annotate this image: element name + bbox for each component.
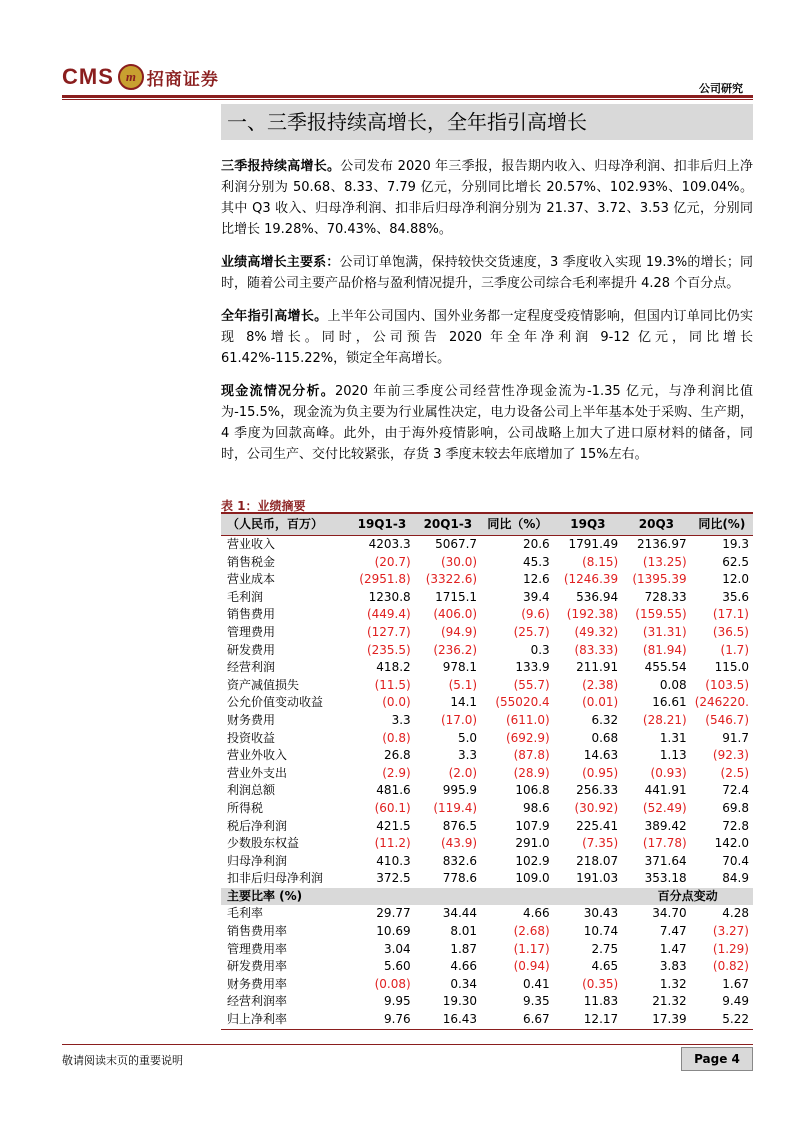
table-cell: (3322.6) [425,572,478,587]
table-row [221,659,753,677]
table-cell: 12.6 [522,572,550,587]
table-header-cell: （人民币，百万） [221,513,349,536]
table-row [221,624,753,642]
table-cell: 1.13 [659,748,687,763]
table-cell: 2.75 [591,941,619,956]
table-cell: 1.32 [659,976,687,991]
table-cell: (2.5) [720,765,749,780]
table-cell: (0.0) [382,695,411,710]
table-row [221,782,753,800]
table-row [221,905,753,923]
row-label: 销售费用率 [227,924,288,939]
table-cell: 19.3 [722,537,749,551]
table-cell: 256.33 [576,783,619,798]
table-cell: 10.74 [583,924,619,939]
table-cell: 1.47 [659,941,687,956]
table-row [221,993,753,1011]
table-cell: (60.1) [374,800,411,815]
table-cell: 106.8 [515,783,550,798]
table-row [221,677,753,695]
report-category: 公司研究 [699,82,743,95]
table-cell: (36.5) [712,624,749,639]
row-label: 投资收益 [227,730,276,745]
table-cell: 34.70 [652,906,687,921]
table-cell: (1.29) [712,941,749,956]
row-label: 归母净利润 [227,853,288,868]
table-header-row [221,513,753,536]
row-label: 利润总额 [227,783,276,798]
table-cell: (192.38) [566,607,619,622]
table-cell: 5.60 [383,959,411,974]
row-label: 经营利润 [227,660,276,675]
table-header-cell: 同比（%） [481,513,554,536]
table-cell: (2.9) [382,765,411,780]
table-cell: 133.9 [515,660,550,675]
table-cell: 1715.1 [435,589,478,604]
table-cell: 72.4 [722,783,749,798]
table-cell: (2.68) [513,924,550,939]
table-cell: (11.2) [374,836,411,851]
table-cell: 5067.7 [435,537,478,551]
table-cell: 5.0 [457,730,478,745]
table-row [221,976,753,994]
table-cell: (8.15) [582,554,619,569]
table-cell: (49.32) [574,624,619,639]
table-cell: (28.9) [513,765,550,780]
table-cell: 455.54 [644,660,687,675]
table-title: 表 1：业绩摘要 [221,499,306,513]
row-label: 财务费用率 [227,976,288,991]
logo-cms-text: CMS [62,64,114,89]
paragraph-lead: 现金流情况分析。 [221,384,335,399]
table-row [221,747,753,765]
paragraph-guidance [221,306,753,369]
ratio-header-blank [481,888,554,906]
table-cell: 29.77 [376,906,411,921]
table-cell: 728.33 [644,589,687,604]
table-cell: 69.8 [722,800,749,815]
table-cell: 11.83 [583,994,619,1009]
table-cell: (611.0) [505,712,550,727]
row-label: 销售税金 [227,554,276,569]
table-cell: 35.6 [722,589,749,604]
table-cell: 0.3 [530,642,550,657]
row-label: 管理费用 [227,624,276,639]
table-cell: (0.8) [382,730,411,745]
table-cell: 9.95 [383,994,411,1009]
table-cell: 34.44 [442,906,478,921]
table-cell: (3.27) [712,924,749,939]
table-cell: (2951.8) [359,572,411,587]
table-cell: 3.04 [383,941,411,956]
table-cell: 1230.8 [368,589,411,604]
ratio-header-row [221,888,753,906]
table-cell: 26.8 [383,748,411,763]
table-row [221,800,753,818]
row-label: 扣非后归母净利润 [227,871,324,886]
table-cell: (449.4) [366,607,411,622]
table-cell: (2.38) [582,677,619,692]
table-cell: 84.9 [722,871,749,886]
table-cell: (5.1) [448,677,478,692]
table-cell: (25.7) [513,624,550,639]
table-cell: 9.35 [522,994,550,1009]
section-title-bar [221,104,753,140]
table-cell: 1.67 [722,976,749,991]
table-cell: (235.5) [366,642,411,657]
table-row [221,730,753,748]
table-cell: 371.64 [644,853,687,868]
ratio-header-blank [349,888,414,906]
row-label: 公允价值变动收益 [227,695,324,710]
table-cell: 978.1 [442,660,478,675]
table-cell: (94.9) [440,624,478,639]
table-cell: (92.3) [712,748,749,763]
table-cell: 389.42 [644,818,687,833]
row-label: 营业外支出 [227,765,288,780]
table-cell: 4203.3 [368,537,411,551]
paragraph-lead: 业绩高增长主要系： [221,255,340,270]
row-label: 所得税 [227,800,264,815]
table-cell: 3.83 [659,959,687,974]
table-row [221,694,753,712]
table-cell: (103.5) [705,677,749,692]
paragraph-q3-growth [221,156,753,240]
table-cell: 9.49 [722,994,749,1009]
table-cell: (9.6) [521,607,550,622]
table-cell: 8.01 [450,924,478,939]
table-cell: 418.2 [376,660,411,675]
table-cell: 0.41 [522,976,550,991]
table-cell: 14.1 [450,695,478,710]
table-cell: (17.78) [642,836,687,851]
row-label: 销售费用 [227,607,276,622]
row-label: 营业成本 [227,572,276,587]
row-label: 毛利率 [227,906,264,921]
table-cell: 4.28 [722,906,749,921]
paragraph-text: 公司发布 2020 年三季报，报告期内收入、归母净利润、扣非后归上净利润分别为 50.68、8.33、7.79 亿元，分别同比增长 20.57%、102.93%、109.04%。其中 Q3 收入、归母净利润、扣非后归母净利润分别为 21.37、3.72、3.53 亿元，分别同比增长 19.28%、70.43%、84.88%。 [221,159,753,237]
table-cell: 4.65 [591,959,619,974]
table-cell: (30.0) [440,554,478,569]
row-label: 研发费用率 [227,959,288,974]
body-text [221,156,753,477]
table-header-cell: 20Q1-3 [415,513,481,536]
table-cell: 45.3 [522,554,550,569]
table-row [221,870,753,888]
table-cell: (83.33) [574,642,619,657]
table-row [221,853,753,871]
table-header-cell: 19Q3 [554,513,622,536]
paragraph-lead: 全年指引高增长。 [221,309,328,324]
row-label: 财务费用 [227,712,276,727]
row-label: 营业收入 [227,537,276,551]
table-cell: (1.17) [513,941,550,956]
table-header-cell: 20Q3 [622,513,690,536]
table-cell: 353.18 [644,871,687,886]
table-cell: 30.43 [583,906,619,921]
table-cell: (55.7) [513,677,550,692]
table-cell: 12.0 [722,572,749,587]
header-rule-thin [62,99,753,100]
table-cell: (20.7) [374,554,411,569]
table-row [221,958,753,976]
table-cell: (127.7) [366,624,411,639]
row-label: 资产减值损失 [227,677,300,692]
table-cell: (30.92) [574,800,619,815]
row-label: 管理费用率 [227,941,288,956]
ratio-header-label: 主要比率 (%) [221,888,349,906]
table-cell: 6.32 [591,712,619,727]
table-cell: 39.4 [522,589,550,604]
table-cell: 218.07 [576,853,619,868]
table-cell: 832.6 [442,853,478,868]
table-row [221,554,753,572]
table-cell: 109.0 [515,871,550,886]
table-row [221,923,753,941]
table-cell: (81.94) [642,642,687,657]
table-cell: 410.3 [376,853,411,868]
table-cell: 191.03 [576,871,619,886]
logo-mark-icon: m [118,64,144,90]
table-cell: 107.9 [515,818,550,833]
table-cell: 778.6 [442,871,478,886]
table-cell: (1246.39 [563,572,619,587]
table-cell: 12.17 [554,1011,622,1029]
table-cell: 291.0 [515,836,550,851]
table-cell: 1.31 [659,730,687,745]
paragraph-text: 上半年公司国内、国外业务都一定程度受疫情影响，但国内订单同比仍实现 8%增长。同时，公司预告 2020 年全年净利润 9-12 亿元，同比增长 61.42%-115.22%，锁定全年高增长。 [221,309,753,366]
table-cell: 481.6 [376,783,411,798]
section-title: 一、三季报持续高增长，全年指引高增长 [227,110,587,134]
row-label: 毛利润 [227,589,264,604]
table-cell: 16.43 [415,1011,481,1029]
table-cell: (546.7) [705,712,749,727]
table-cell: 16.61 [652,695,687,710]
table-cell: 0.34 [450,976,478,991]
table-row [221,606,753,624]
table-cell: 1.87 [450,941,478,956]
table-cell: 21.32 [652,994,687,1009]
ratio-header-blank [415,888,481,906]
ratio-header-blank [554,888,622,906]
table-cell: 225.41 [576,818,619,833]
table-cell: (87.8) [513,748,550,763]
paragraph-growth-reason [221,252,753,294]
table-cell: 14.63 [583,748,619,763]
table-cell: 1791.49 [568,537,619,551]
table-cell: 4.66 [522,906,550,921]
table-row [221,941,753,959]
table-cell: (0.93) [650,765,687,780]
table-cell: (119.4) [433,800,478,815]
table-cell: 876.5 [442,818,478,833]
table-row [221,536,753,554]
table-cell: 91.7 [722,730,749,745]
row-label: 研发费用 [227,642,276,657]
table-row [221,765,753,783]
table-cell: (0.35) [582,976,619,991]
logo-cn-text: 招商证券 [146,69,219,90]
table-cell: 2136.97 [637,537,687,551]
table-cell: 19.30 [442,994,478,1009]
table-row [221,835,753,853]
table-cell: 115.0 [714,660,749,675]
table-cell: 62.5 [722,554,749,569]
table-cell: 9.76 [349,1011,414,1029]
table-cell: 17.39 [622,1011,690,1029]
paragraph-lead: 三季报持续高增长。 [221,159,341,174]
header-rule [62,95,753,98]
table-cell: 20.6 [522,537,550,551]
table-cell: (0.82) [712,959,749,974]
table-cell: (1395.39 [632,572,687,587]
table-cell: (31.31) [642,624,687,639]
table-cell: 421.5 [376,818,411,833]
footer-disclaimer: 敬请阅读末页的重要说明 [62,1054,183,1067]
table-cell: 0.08 [659,677,687,692]
table-cell: 72.8 [722,818,749,833]
table-cell: 441.91 [644,783,687,798]
paragraph-text: 2020 年前三季度公司经营性净现金流为-1.35 亿元，与净利润比值为-15.5%，现金流为负主要为行业属性决定，电力设备公司上半年基本处于采购、生产期，4 季度为回款高峰。此外，由于海外疫情影响，公司战略上加大了进口原材料的储备，同时，公司生产、交付比较紧张，存货 3 季度末较去年底增加了 15%左右。 [221,384,753,462]
paragraph-cashflow [221,381,753,465]
company-logo [62,62,219,92]
table-cell: (13.25) [642,554,687,569]
paragraph-text: 公司订单饱满，保持较快交货速度，3 季度收入实现 19.3%的增长；同时，随着公司主要产品价格与盈利情况提升，三季度公司综合毛利率提升 4.28 个百分点。 [221,255,753,291]
table-cell: 3.3 [391,712,411,727]
table-row [221,712,753,730]
table-cell: (11.5) [374,677,411,692]
table-cell: 102.9 [515,853,550,868]
table-cell: (0.95) [582,765,619,780]
table-cell: (1.7) [720,642,749,657]
table-cell: 98.6 [522,800,550,815]
row-label: 归上净利率 [221,1011,349,1029]
table-cell: 5.22 [691,1011,753,1029]
row-label: 少数股东权益 [227,836,300,851]
row-label: 经营利润率 [227,994,288,1009]
table-cell: 3.3 [457,748,478,763]
table-cell: 10.69 [376,924,411,939]
table-cell: (17.1) [712,607,749,622]
financial-summary-table [221,512,753,1030]
table-cell: (0.08) [374,976,411,991]
table-cell: (52.49) [642,800,687,815]
table-header-cell: 同比(%) [691,513,753,536]
table-cell: (246220. [694,695,749,710]
table-cell: (406.0) [433,607,478,622]
table-row [221,642,753,660]
table-cell: 142.0 [714,836,749,851]
row-label: 税后净利润 [227,818,288,833]
table-cell: (0.01) [582,695,619,710]
table-cell: 7.47 [659,924,687,939]
footer-rule [62,1044,753,1045]
table-row [221,1011,753,1029]
table-row [221,589,753,607]
table-cell: 4.66 [450,959,478,974]
table-row [221,571,753,589]
table-cell: 211.91 [576,660,619,675]
table-cell: (55020.4 [495,695,550,710]
table-cell: 372.5 [376,871,411,886]
row-label: 营业外收入 [227,748,288,763]
table-cell: 0.68 [591,730,619,745]
table-row [221,818,753,836]
table-cell: (28.21) [642,712,687,727]
table-cell: 536.94 [576,589,619,604]
table-cell: (7.35) [582,836,619,851]
table-cell: (43.9) [440,836,478,851]
table-cell: 6.67 [481,1011,554,1029]
table-cell: (17.0) [440,712,478,727]
ratio-header-change: 百分点变动 [622,888,753,906]
page-number: Page 4 [681,1047,753,1071]
table-cell: 70.4 [722,853,749,868]
table-cell: (159.55) [635,607,687,622]
table-cell: (692.9) [505,730,550,745]
table-cell: (236.2) [433,642,478,657]
table-cell: (2.0) [448,765,478,780]
table-cell: 995.9 [442,783,478,798]
table-cell: (0.94) [513,959,550,974]
table-header-cell: 19Q1-3 [349,513,414,536]
